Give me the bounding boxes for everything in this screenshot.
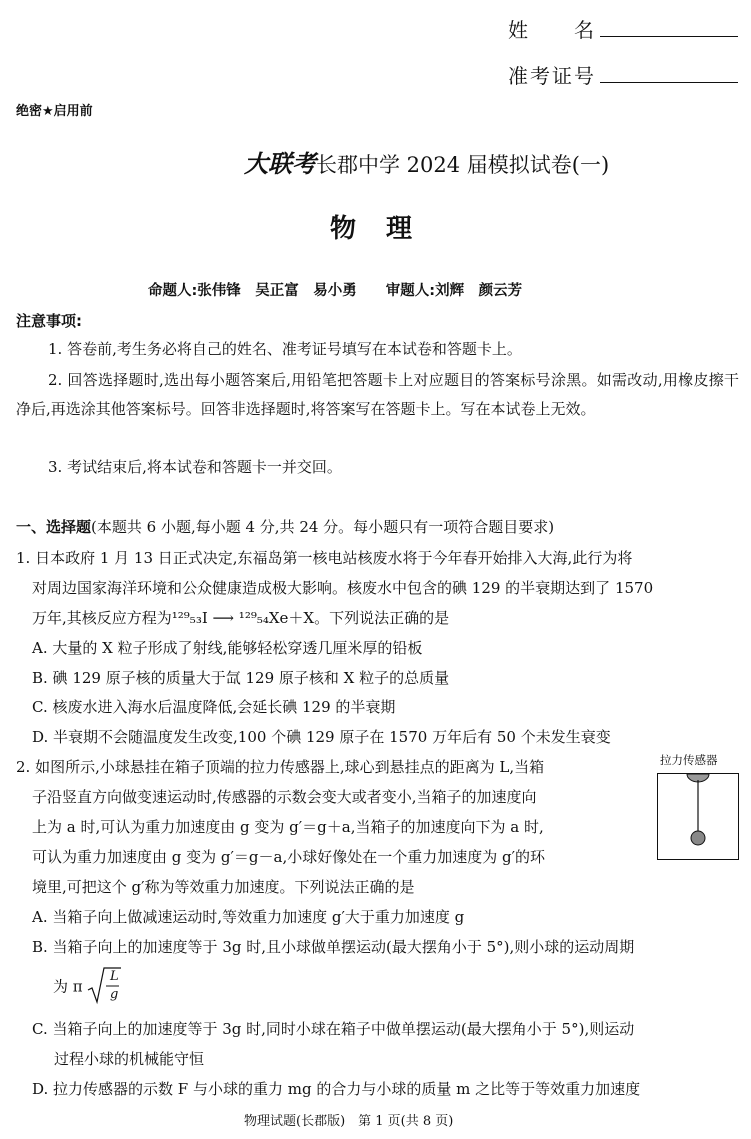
formula-numerator: L xyxy=(110,969,119,984)
note-item: 1. 答卷前,考生务必将自己的姓名、准考证号填写在本试卷和答题卡上。 xyxy=(48,340,522,358)
q1-option-b[interactable]: B. 碘 129 原子核的质量大于氙 129 原子核和 X 粒子的总质量 xyxy=(32,669,450,687)
question-2-line: 子沿竖直方向做变速运动时,传感器的示数会变大或者变小,当箱子的加速度向 xyxy=(32,788,537,806)
authors-line: 命题人:张伟锋 吴正富 易小勇 审题人:刘辉 颜云芳 xyxy=(148,283,523,299)
name-field[interactable] xyxy=(600,14,738,37)
question-2-line: 上为 a 时,可认为重力加速度由 g 变为 g′＝g＋a,当箱子的加速度向下为 a 时, xyxy=(32,818,544,836)
q1-option-a[interactable]: A. 大量的 X 粒子形成了射线,能够轻松穿透几厘米厚的铅板 xyxy=(32,639,423,657)
box-figure xyxy=(657,773,739,860)
q2-option-c[interactable]: C. 当箱子向上的加速度等于 3g 时,同时小球在箱子中做单摆运动(最大摆角小于 5°),则运动 xyxy=(32,1020,635,1038)
q2-option-d[interactable]: D. 拉力传感器的示数 F 与小球的重力 mg 的合力与小球的质量 m 之比等于等效重力加速度 xyxy=(32,1080,641,1098)
question-1-line: 1. 日本政府 1 月 13 日正式决定,东福岛第一核电站核废水将于今年春开始排入大海,此行为将 xyxy=(16,549,633,567)
exam-title xyxy=(244,144,609,179)
page-footer: 物理试题(长郡版) 第 1 页(共 8 页) xyxy=(244,1114,454,1129)
ticket-field[interactable] xyxy=(600,60,738,83)
ball-icon xyxy=(691,831,705,845)
q1-option-c[interactable]: C. 核废水进入海水后温度降低,会延长碘 129 的半衰期 xyxy=(32,698,396,716)
figure-label: 拉力传感器 xyxy=(660,753,718,767)
formula-prefix: 为 π xyxy=(53,977,83,996)
exam-name: 长郡中学 2024 届模拟试卷(一) xyxy=(316,153,610,177)
section-title: 一、选择题 xyxy=(16,518,92,536)
q2-option-c-cont: 过程小球的机械能守恒 xyxy=(54,1050,205,1068)
section-note: (本题共 6 小题,每小题 4 分,共 24 分。每小题只有一项符合题目要求) xyxy=(91,518,555,536)
question-2-line: 境里,可把这个 g′称为等效重力加速度。下列说法正确的是 xyxy=(32,878,415,896)
question-2-line: 可认为重力加速度由 g 变为 g′＝g－a,小球好像处在一个重力加速度为 g′的环 xyxy=(32,848,546,866)
q2-option-a[interactable]: A. 当箱子向上做减速运动时,等效重力加速度 g′大于重力加速度 g xyxy=(32,908,465,926)
question-1-line: 对周边国家海洋环境和公众健康造成极大影响。核废水中包含的碘 129 的半衰期达到了 1570 xyxy=(32,579,654,597)
ticket-label: 准考证号 xyxy=(508,64,596,88)
name-label: 姓 名 xyxy=(508,18,596,42)
brand-logo-text: 大联考 xyxy=(244,149,316,178)
formula-denominator: g xyxy=(110,987,119,1002)
question-2-line: 2. 如图所示,小球悬挂在箱子顶端的拉力传感器上,球心到悬挂点的距离为 L,当箱 xyxy=(16,758,545,776)
note-item: 2. 回答选择题时,选出每小题答案后,用铅笔把答题卡上对应题目的答案标号涂黑。如需改动,用橡皮擦干净后,再选涂其他答案标号。回答非选择题时,将答案写在答题卡上。写在本试卷上无效。 xyxy=(16,371,739,418)
note-item: 3. 考试结束后,将本试卷和答题卡一并交回。 xyxy=(48,458,342,476)
pendulum-diagram xyxy=(658,774,738,859)
secret-mark: 绝密★启用前 xyxy=(16,104,93,119)
section-header xyxy=(16,516,554,537)
q1-option-d[interactable]: D. 半衰期不会随温度发生改变,100 个碘 129 原子在 1570 万年后有 50 个未发生衰变 xyxy=(32,728,611,746)
q2-option-b[interactable]: B. 当箱子向上的加速度等于 3g 时,且小球做单摆运动(最大摆角小于 5°),则小球的运动周期 xyxy=(32,938,635,956)
subject-title: 物理 xyxy=(330,214,443,244)
notes-heading: 注意事项: xyxy=(16,312,82,330)
q2-option-b-formula xyxy=(53,966,121,1006)
question-1-line: 万年,其核反应方程为¹²⁹₅₃I ⟶ ¹²⁹₅₄Xe＋X。下列说法正确的是 xyxy=(32,609,450,627)
